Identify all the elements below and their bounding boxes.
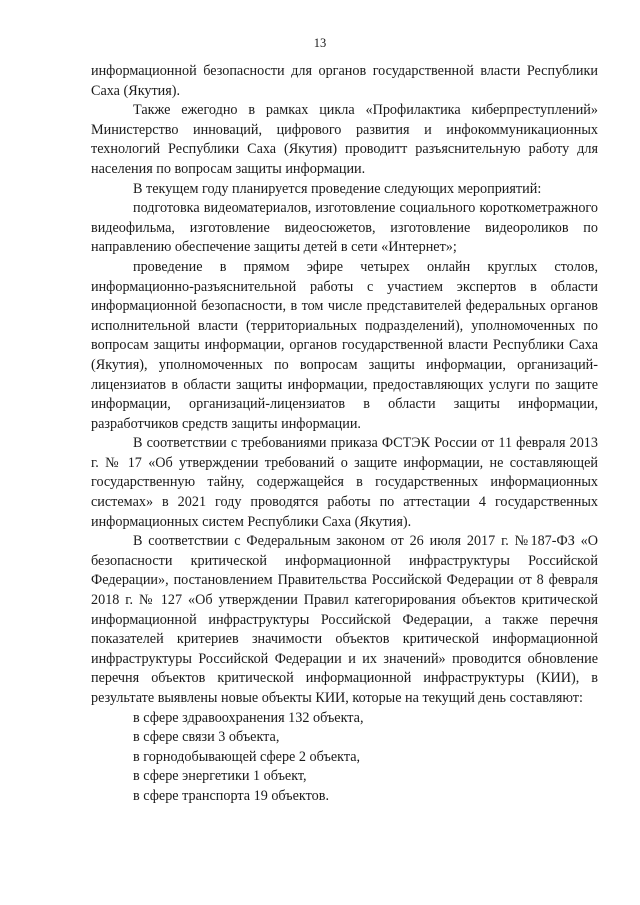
paragraph-planned-events-intro: В текущем году планируется проведение следующих мероприятий:	[133, 180, 542, 197]
paragraph-video-materials: подготовка видеоматериалов, изготовление социального короткометражного видеофильма, изготовление видеосюжетов, изготовление видеороликов по направлению обеспечение защиты детей в сети «Интернет»;	[91, 200, 598, 256]
paragraph-fstec-order: В соответствии с требованиями приказа ФСТЭК России от 11 февраля 2013 г. № 17 «Об утверждении требований о защите информации, не составляющей государственную тайну, содержащейся в государственных информационных системах» в 2021 году проводятся работы по аттестации 4 государственных информационных систем Республики Саха (Якутия).	[91, 435, 598, 530]
page-number: 13	[313, 36, 327, 50]
document-body	[91, 62, 598, 807]
list-item: в сфере связи 3 объекта,	[133, 729, 280, 746]
paragraph-cyber-prevention: Также ежегодно в рамках цикла «Профилактика киберпреступлений» Министерство инноваций, цифрового развития и инфокоммуникационных технологий Республики Саха (Якутия) проводитт разъяснительную работу для населения по вопросам защиты информации.	[91, 102, 598, 177]
list-item: в сфере транспорта 19 объектов.	[133, 787, 329, 804]
list-item: в горнодобывающей сфере 2 объекта,	[133, 748, 361, 765]
paragraph-round-tables: проведение в прямом эфире четырех онлайн круглых столов, информационно-разъяснительной работы с участием экспертов в области информационной безопасности, в том числе представителей федеральных органов исполнительной власти (территориальных подразделений), уполномоченных по вопросам защиты информации, органов государственной власти Республики Саха (Якутия), уполномоченных по вопросам защиты информации, организаций-лицензиатов в области защиты информации, предоставляющих услуги по защите информации, организаций-лицензиатов в области защиты информации, разработчиков средств защиты информации.	[91, 258, 598, 432]
list-item: в сфере энергетики 1 объект,	[133, 768, 307, 785]
paragraph-continuation: информационной безопасности для органов государственной власти Республики Саха (Якутия).	[91, 63, 598, 99]
list-item: в сфере здравоохранения 132 объекта,	[133, 709, 364, 726]
paragraph-kii-law: В соответствии с Федеральным законом от 26 июля 2017 г. №187-ФЗ «О безопасности критической информационной инфраструктуры Российской Федерации», постановлением Правительства Российской Федерации от 8 февраля 2018 г. № 127 «Об утверждении Правил категорирования объектов критической информационной инфраструктуры Российской Федерации, а также перечня показателей критериев значимости объектов критической информационной инфраструктуры Российской Федерации и их значений» проводится обновление перечня объектов критической информационной инфраструктуры (КИИ), в результате выявлены новые объекты КИИ, которые на текущий день составляют:	[91, 533, 598, 706]
